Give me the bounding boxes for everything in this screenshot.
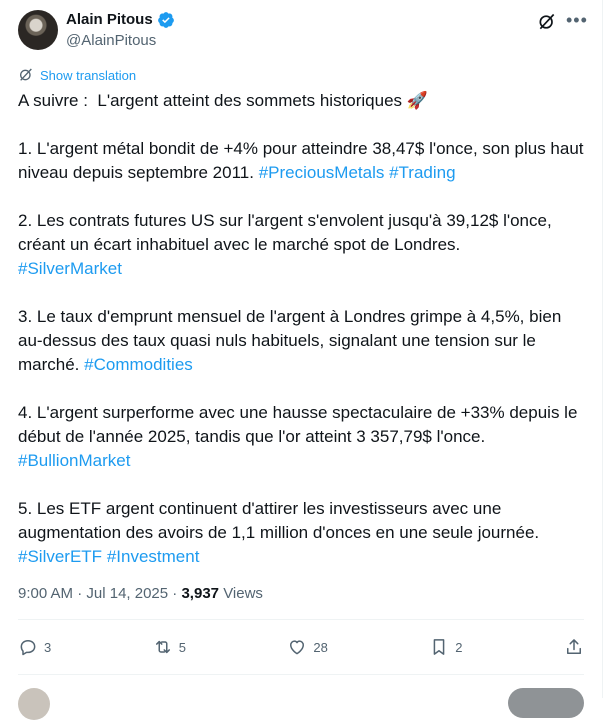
tweet-intro: A suivre : L'argent atteint des sommets historiques [18, 91, 407, 110]
action-bar [18, 632, 584, 662]
like-icon [287, 637, 307, 657]
tweet-text [18, 89, 589, 569]
hashtag-link[interactable]: #SilverMarket [18, 259, 122, 278]
tweet-point-4: 4. L'argent surperforme avec une hausse spectaculaire de +33% depuis le début de l'année 2025, tandis que l'or atteint 3 357,79$ l'once. [18, 403, 578, 446]
repost-icon [153, 637, 173, 657]
tweet-point-2: 2. Les contrats futures US sur l'argent s'envolent jusqu'à 39,12$ l'once, créant un écart inhabituel avec le marché spot de Londres. [18, 211, 552, 254]
repost-count: 5 [178, 639, 186, 655]
grok-icon[interactable] [537, 12, 557, 32]
author-name-row [66, 11, 175, 29]
views-count: 3,937 [181, 585, 220, 602]
divider [18, 674, 584, 675]
views-label: Views [223, 585, 263, 602]
reply-count: 3 [44, 639, 52, 655]
hashtag-link[interactable]: #PreciousMetals [258, 163, 385, 182]
author-name[interactable]: Alain Pitous [66, 11, 153, 28]
author-handle[interactable]: @AlainPitous [66, 32, 157, 49]
reply-icon [18, 637, 38, 657]
share-button[interactable] [564, 637, 584, 657]
reply-composer-avatar [18, 688, 50, 720]
reply-button[interactable] [18, 637, 51, 657]
reply-submit-button[interactable] [508, 688, 584, 718]
tweet-date[interactable]: Jul 14, 2025 [86, 585, 169, 602]
translate-icon [18, 67, 34, 83]
more-icon[interactable]: ••• [566, 10, 588, 30]
verified-badge-icon [157, 11, 175, 29]
show-translation-label: Show translation [40, 67, 137, 83]
hashtag-link[interactable]: #Commodities [84, 355, 193, 374]
bookmark-icon [429, 637, 449, 657]
tweet-time[interactable]: 9:00 AM [18, 585, 74, 602]
hashtag-link[interactable]: #SilverETF [18, 547, 103, 566]
tweet-point-1: 1. L'argent métal bondit de +4% pour atteindre 38,47$ l'once, son plus haut niveau depuis septembre 2011. [18, 139, 589, 182]
tweet-point-5: 5. Les ETF argent continuent d'attirer les investisseurs avec une augmentation des avoirs de 1,1 million d'onces en une seule journée. [18, 499, 540, 542]
hashtag-link[interactable]: #Trading [389, 163, 456, 182]
bookmark-count: 2 [455, 639, 463, 655]
author-avatar[interactable] [18, 10, 58, 50]
like-count: 28 [313, 639, 328, 655]
hashtag-link[interactable]: #BullionMarket [18, 451, 131, 470]
bookmark-button[interactable] [429, 637, 462, 657]
rocket-emoji-icon: 🚀 [406, 91, 428, 110]
share-icon [564, 637, 584, 657]
divider [18, 619, 584, 620]
tweet-point-3: 3. Le taux d'emprunt mensuel de l'argent à Londres grimpe à 4,5%, bien au-dessus des taux quasi nuls habituels, signalant une tension sur le marché. [18, 307, 567, 374]
like-button[interactable] [287, 637, 327, 657]
hashtag-link[interactable]: #Investment [106, 547, 200, 566]
repost-button[interactable] [153, 637, 186, 657]
show-translation-link[interactable] [18, 67, 136, 83]
tweet-meta: 9:00 AM · Jul 14, 2025 · 3,937 Views [18, 585, 263, 602]
